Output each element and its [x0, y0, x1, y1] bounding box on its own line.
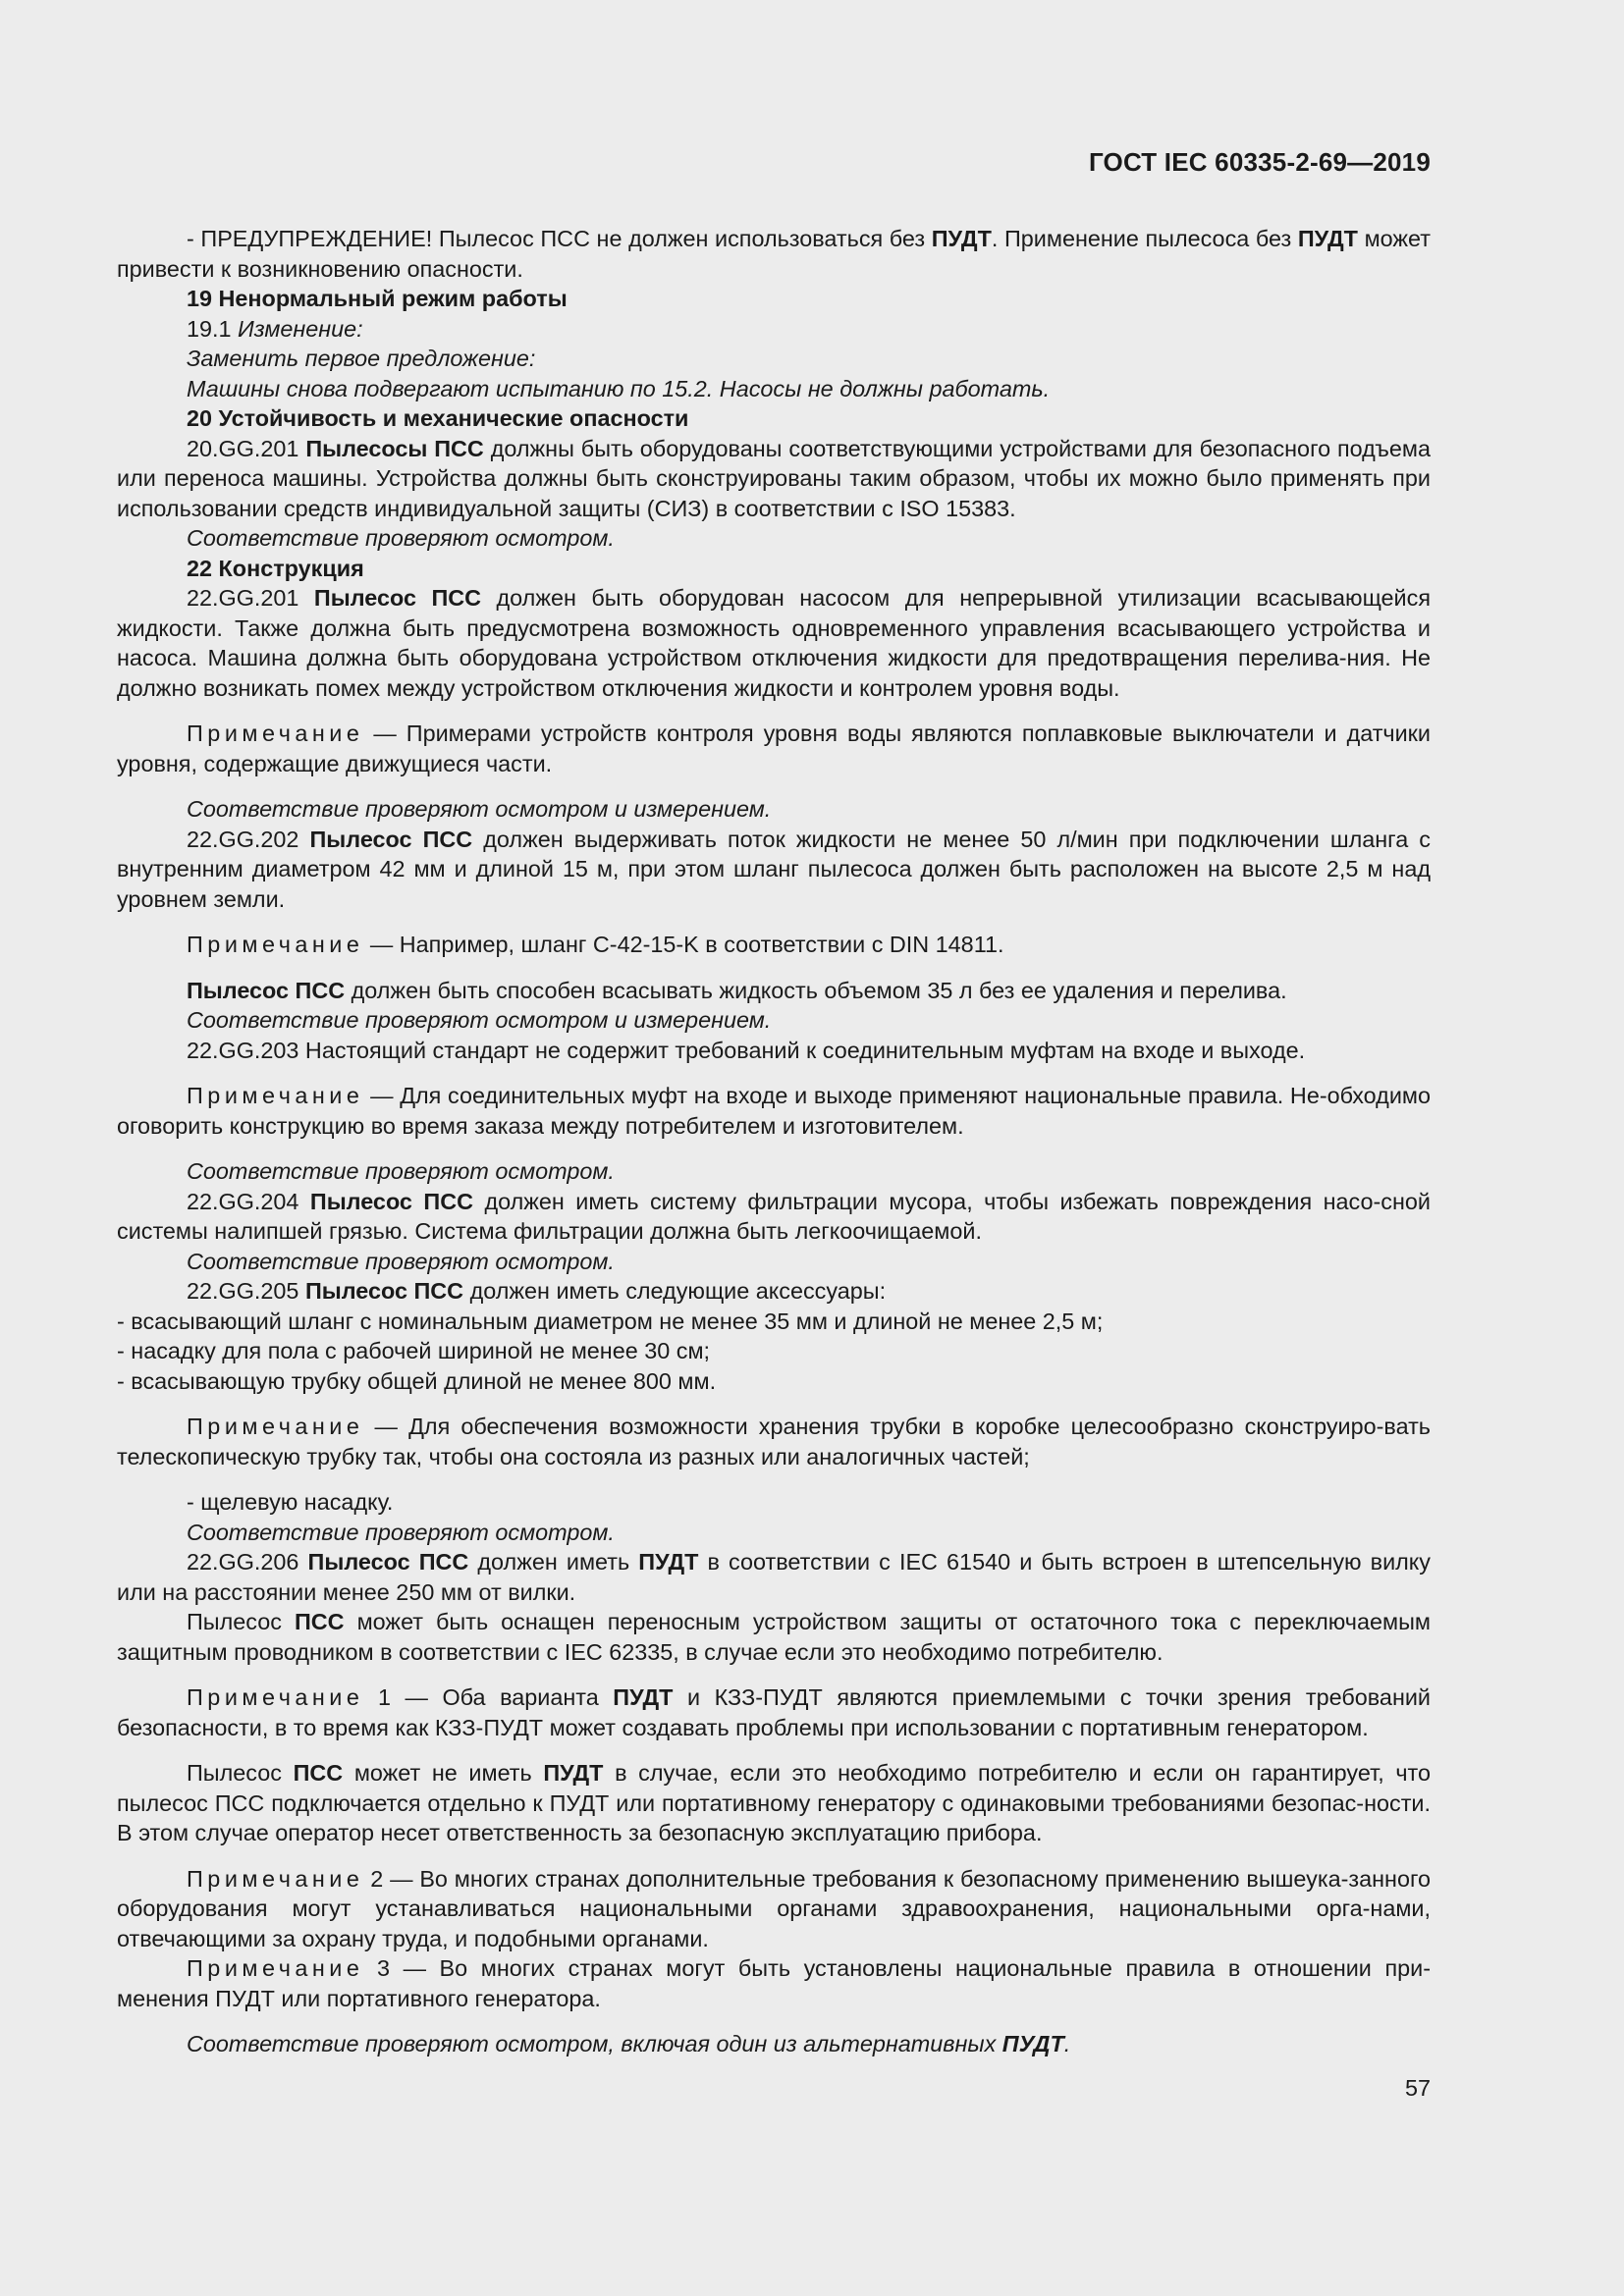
text: .	[1063, 2031, 1071, 2056]
text: - ПРЕДУПРЕЖДЕНИЕ! Пылесос ПСС не должен использоваться без	[187, 226, 932, 251]
clause-19-1-line2: Заменить первое предложение:	[187, 346, 536, 371]
text: должен иметь систему фильтрации мусора, чтобы избежать повреждения насо-сной системы налипшей грязью. Система фильтрации должна быть легкоочищаемой.	[117, 1188, 1431, 1244]
section-19-title: 19 Ненормальный режим работы	[187, 286, 568, 311]
no-pudt-paragraph	[117, 1758, 1431, 1848]
capacity-paragraph	[117, 976, 1431, 1006]
note-7	[117, 1953, 1431, 2013]
text: может привести к возникновению опасности.	[117, 226, 1431, 282]
clause-22-gg-205	[117, 1276, 1431, 1307]
text: — Примерами устройств контроля уровня воды являются поплавковые выключатели и датчики уровня, содержащие движущиеся части.	[117, 721, 1431, 776]
section-20-title: 20 Устойчивость и механические опасности	[187, 405, 689, 431]
warning-paragraph	[117, 224, 1431, 284]
text: Пылесос ПСС	[309, 826, 473, 852]
list-item: - щелевую насадку.	[187, 1489, 394, 1515]
rcd-paragraph	[117, 1607, 1431, 1667]
note-label: Примечание	[187, 721, 364, 746]
note-label: Примечание	[187, 1684, 364, 1710]
text: ПУДТ	[1001, 2031, 1064, 2056]
compliance-note: Соответствие проверяют осмотром.	[187, 1248, 615, 1274]
text: ПУДТ	[543, 1760, 604, 1786]
note-label: Примечание	[187, 1414, 364, 1439]
note-2	[117, 930, 1431, 960]
text: ПУДТ	[931, 226, 992, 251]
document-header: ГОСТ IEC 60335-2-69—2019	[1088, 147, 1431, 177]
clause-22-gg-202	[117, 825, 1431, 915]
clause-22-gg-201	[117, 583, 1431, 703]
text: — Для соединительных муфт на входе и выходе применяют национальные правила. Не-обходимо оговорить конструкцию во время заказа между потребителем и изготовителем.	[117, 1083, 1431, 1139]
text: в случае, если это необходимо потребителю и если он гарантирует, что пылесос ПСС подключается отдельно к ПУДТ или портативному генератору с одинаковыми требованиями безопас-ности. В этом случае оператор несет ответственность за безопасную эксплуатацию прибора.	[117, 1760, 1431, 1845]
clause-number: 20.GG.201	[187, 435, 306, 461]
text: должны быть оборудованы соответствующими устройствами для безопасного подъема или переноса машины. Устройства должны быть сконструированы таким образом, чтобы их можно было применять при использовании средств индивидуальной защиты (СИЗ) в соответствии с ISO 15383.	[117, 435, 1431, 521]
document-body	[117, 224, 1431, 2059]
text: Пылесос ПСС	[304, 1278, 464, 1304]
compliance-note: Соответствие проверяют осмотром и измерением.	[187, 1007, 772, 1033]
compliance-note: Соответствие проверяют осмотром и измерением.	[187, 796, 772, 822]
text: Изменение:	[238, 315, 363, 342]
clause-22-gg-204	[117, 1187, 1431, 1247]
note-label: Примечание	[187, 1865, 364, 1892]
text: должен быть оборудован насосом для непрерывной утилизации всасывающейся жидкости. Также должна быть предусмотрена возможность одновременного управления всасывающего устройства и насоса. Машина должна быть оборудована устройством отключения жидкости для предотвращения перелива-ния. Не должно возникать помех между устройством отключения жидкости и контролем уровня воды.	[117, 585, 1431, 701]
clause-22-gg-203: 22.GG.203 Настоящий стандарт не содержит требований к соединительным муфтам на входе и выходе.	[187, 1037, 1306, 1063]
text: должен быть способен всасывать жидкость объемом 35 л без ее удаления и перелива.	[345, 977, 1287, 1003]
text: ПУДТ	[613, 1684, 674, 1710]
text: ПУДТ	[638, 1549, 699, 1575]
note-label: Примечание	[187, 1083, 364, 1108]
section-22-title: 22 Конструкция	[187, 555, 364, 581]
text: Пылесос ПСС	[309, 1188, 473, 1214]
clause-19-1	[117, 314, 1431, 345]
list-item: - насадку для пола с рабочей шириной не менее 30 см;	[117, 1338, 711, 1363]
clause-number: 19.1	[187, 315, 239, 342]
text: Соответствие проверяют осмотром, включая один из альтернативных	[187, 2031, 1002, 2056]
list-item: - всасывающую трубку общей длиной не менее 800 мм.	[117, 1367, 717, 1394]
clause-number: 22.GG.202	[187, 826, 310, 852]
note-label: Примечание	[187, 1955, 364, 1981]
text: ПУДТ	[1297, 226, 1358, 251]
clause-number: 22.GG.201	[187, 585, 314, 611]
text: Пылесос ПСС	[313, 585, 482, 611]
text: — Для обеспечения возможности хранения трубки в коробке целесообразно сконструиро-вать телескопическую трубку так, чтобы она состояла из разных или аналогичных частей;	[117, 1414, 1431, 1469]
page-number: 57	[1404, 2075, 1431, 2101]
text: . Применение пылесоса без	[991, 226, 1298, 251]
text: в соответствии с IEC 61540 и быть встроен в штепсельную вилку или на расстоянии менее 250 мм от вилки.	[117, 1549, 1431, 1605]
text: Пылесос	[187, 1609, 295, 1634]
text: и КЗЗ-ПУДТ являются приемлемыми с точки зрения требований безопасности, в то время как КЗЗ-ПУДТ может создавать проблемы при использовании с портативным генератором.	[117, 1684, 1431, 1740]
note-label: Примечание	[187, 932, 364, 957]
text: должен иметь следующие аксессуары:	[463, 1278, 887, 1304]
clause-20-gg-201	[117, 434, 1431, 524]
text: может быть оснащен переносным устройством защиты от остаточного тока с переключаемым защитным проводником в соответствии с IEC 62335, в случае если это необходимо потребителю.	[117, 1609, 1431, 1665]
text: ПСС	[293, 1760, 344, 1786]
clause-22-gg-206	[117, 1547, 1431, 1607]
note-5	[117, 1682, 1431, 1742]
clause-number: 22.GG.204	[187, 1188, 310, 1214]
text: должен иметь	[468, 1549, 639, 1575]
text: ПСС	[294, 1609, 345, 1634]
note-4	[117, 1412, 1431, 1471]
text: Пылесос	[187, 1760, 294, 1786]
compliance-note: Соответствие проверяют осмотром.	[187, 525, 615, 551]
text: 2 — Во многих странах дополнительные требования к безопасному применению вышеука-занного оборудования могут устанавливаться национальными органами здравоохранения, национальными орга-нами, отвечающими за охрану труда, и подобными органами.	[117, 1865, 1431, 1951]
text: Пылесос ПСС	[187, 977, 346, 1003]
clause-19-1-line3: Машины снова подвергают испытанию по 15.2. Насосы не должны работать.	[187, 375, 1051, 401]
text: Пылесосы ПСС	[305, 435, 484, 461]
text: — Например, шланг C-42-15-K в соответствии с DIN 14811.	[363, 932, 1004, 957]
note-6	[117, 1864, 1431, 1954]
text: может не иметь	[343, 1760, 544, 1786]
text: Пылесос ПСС	[307, 1549, 469, 1575]
final-compliance-note	[117, 2029, 1431, 2059]
note-1	[117, 719, 1431, 778]
clause-number: 22.GG.205	[187, 1278, 305, 1304]
text: 3 — Во многих странах могут быть установлены национальные правила в отношении при-менения ПУДТ или портативного генератора.	[117, 1955, 1431, 2011]
list-item: - всасывающий шланг с номинальным диаметром не менее 35 мм и длиной не менее 2,5 м;	[117, 1308, 1104, 1334]
clause-number: 22.GG.206	[187, 1549, 308, 1575]
note-3	[117, 1081, 1431, 1141]
text: должен выдерживать поток жидкости не менее 50 л/мин при подключении шланга с внутренним диаметром 42 мм и длиной 15 м, при этом шланг пылесоса должен быть расположен на высоте 2,5 м над уровнем земли.	[117, 826, 1431, 912]
compliance-note: Соответствие проверяют осмотром.	[187, 1158, 615, 1184]
text: 1 — Оба варианта	[363, 1684, 614, 1710]
compliance-note: Соответствие проверяют осмотром.	[187, 1519, 615, 1545]
